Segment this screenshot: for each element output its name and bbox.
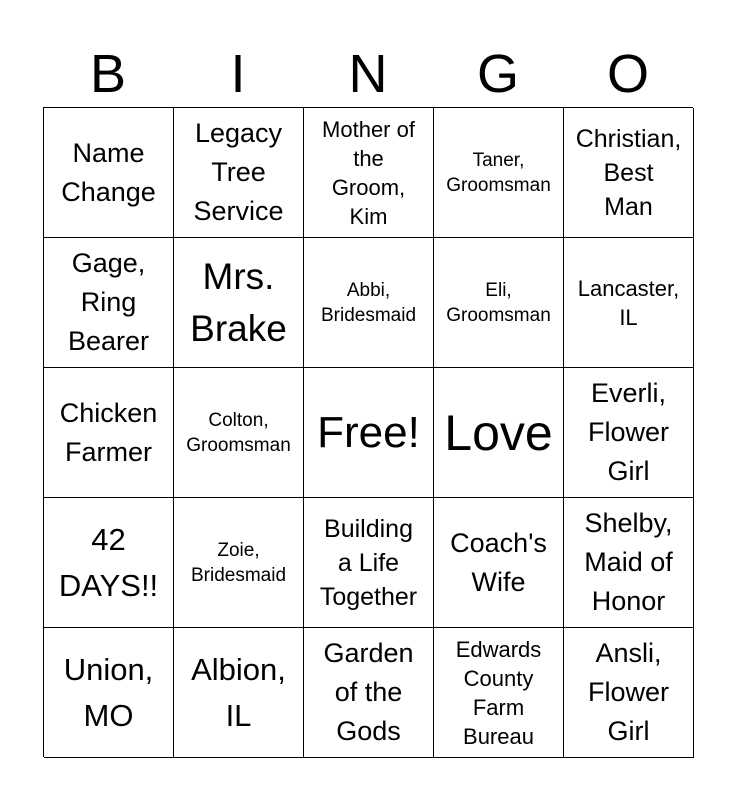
bingo-cell-g1[interactable]: Taner, Groomsman bbox=[434, 108, 564, 238]
bingo-cell-g5[interactable]: Edwards County Farm Bureau bbox=[434, 628, 564, 758]
bingo-cell-b1[interactable]: Name Change bbox=[44, 108, 174, 238]
bingo-cell-g4[interactable]: Coach's Wife bbox=[434, 498, 564, 628]
bingo-cell-g2[interactable]: Eli, Groomsman bbox=[434, 238, 564, 368]
bingo-cell-o2[interactable]: Lancaster, IL bbox=[564, 238, 694, 368]
header-letter-b: B bbox=[89, 44, 127, 104]
bingo-board bbox=[43, 107, 693, 757]
bingo-cell-g3[interactable]: Love bbox=[434, 368, 564, 498]
bingo-cell-i2[interactable]: Mrs. Brake bbox=[174, 238, 304, 368]
bingo-cell-o4[interactable]: Shelby, Maid of Honor bbox=[564, 498, 694, 628]
bingo-cell-n1[interactable]: Mother of the Groom, Kim bbox=[304, 108, 434, 238]
header-letter-n: N bbox=[348, 44, 388, 104]
bingo-cell-b2[interactable]: Gage, Ring Bearer bbox=[44, 238, 174, 368]
bingo-cell-n5[interactable]: Garden of the Gods bbox=[304, 628, 434, 758]
bingo-cell-n3-free[interactable]: Free! bbox=[304, 368, 434, 498]
bingo-cell-i5[interactable]: Albion, IL bbox=[174, 628, 304, 758]
bingo-cell-o5[interactable]: Ansli, Flower Girl bbox=[564, 628, 694, 758]
bingo-cell-n2[interactable]: Abbi, Bridesmaid bbox=[304, 238, 434, 368]
bingo-cell-n4[interactable]: Building a Life Together bbox=[304, 498, 434, 628]
bingo-header bbox=[43, 42, 693, 106]
header-letter-i: I bbox=[230, 44, 246, 104]
bingo-cell-i3[interactable]: Colton, Groomsman bbox=[174, 368, 304, 498]
bingo-cell-b3[interactable]: Chicken Farmer bbox=[44, 368, 174, 498]
bingo-cell-i4[interactable]: Zoie, Bridesmaid bbox=[174, 498, 304, 628]
bingo-cell-b5[interactable]: Union, MO bbox=[44, 628, 174, 758]
bingo-cell-b4[interactable]: 42 DAYS!! bbox=[44, 498, 174, 628]
bingo-cell-o3[interactable]: Everli, Flower Girl bbox=[564, 368, 694, 498]
bingo-cell-i1[interactable]: Legacy Tree Service bbox=[174, 108, 304, 238]
bingo-cell-o1[interactable]: Christian, Best Man bbox=[564, 108, 694, 238]
header-letter-o: O bbox=[606, 44, 649, 104]
header-letter-g: G bbox=[476, 44, 519, 104]
